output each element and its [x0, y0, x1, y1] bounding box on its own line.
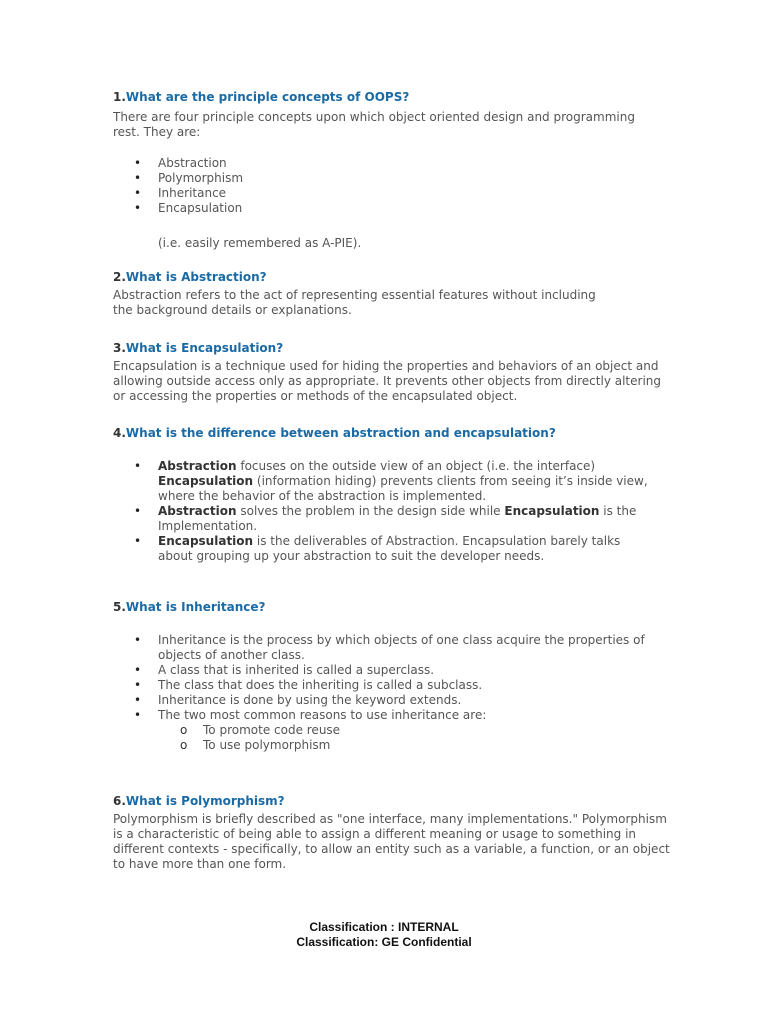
question-1-heading — [113, 90, 409, 104]
question-5-sublist — [158, 723, 653, 753]
question-1-list — [113, 156, 653, 216]
question-3-body: Encapsulation is a technique used for hiding the properties and behaviors of an object and allowing outside access only as appropriate. It prevents other objects from directly altering or accessing the properties or methods of the encapsulated object. — [113, 359, 662, 403]
list-item: • Inheritance — [113, 186, 653, 201]
question-5-title: What is Inheritance? — [125, 600, 266, 614]
list-item: • Inheritance is done by using the keyword extends. — [113, 693, 653, 708]
question-1-title: What are the principle concepts of OOPS? — [125, 90, 410, 104]
question-4-number: 4. — [113, 426, 126, 440]
question-1-intro: There are four principle concepts upon which object oriented design and programming rest. They are: — [113, 110, 635, 139]
term-bold: Abstraction — [158, 459, 237, 473]
question-5-number: 5. — [113, 600, 126, 614]
question-5-heading — [113, 600, 265, 614]
classification-confidential: Classification: GE Confidential — [296, 935, 472, 949]
question-6-body: Polymorphism is briefly described as "one interface, many implementations." Polymorphism is a characteristic of being able to assign a different meaning or usage to something in different contexts - specifically, to allow an entity such as a variable, a function, or an object to have more than one form. — [113, 812, 670, 871]
list-item: • Abstraction — [113, 156, 653, 171]
list-item: • The class that does the inheriting is called a subclass. — [113, 678, 653, 693]
question-3-title: What is Encapsulation? — [125, 341, 284, 355]
sub-list-item: o To use polymorphism — [158, 738, 653, 753]
question-2-body: Abstraction refers to the act of representing essential features without including the background details or explanations. — [113, 288, 596, 317]
question-5-list — [113, 633, 653, 753]
question-2-heading — [113, 270, 267, 284]
list-item: • Encapsulation is the deliverables of Abstraction. Encapsulation barely talks about grouping up your abstraction to suit the developer needs. — [113, 534, 653, 564]
list-item: • Polymorphism — [113, 171, 653, 186]
question-2-title: What is Abstraction? — [125, 270, 267, 284]
question-4-heading — [113, 426, 556, 440]
question-2-number: 2. — [113, 270, 126, 284]
question-1-note: (i.e. easily remembered as A-PIE). — [158, 236, 362, 250]
question-3-number: 3. — [113, 341, 126, 355]
question-4-list — [113, 459, 653, 564]
term-bold: Encapsulation — [504, 504, 600, 518]
sub-list-item: o To promote code reuse — [158, 723, 653, 738]
classification-internal: Classification : INTERNAL — [309, 920, 459, 934]
question-4-title: What is the difference between abstraction and encapsulation? — [125, 426, 556, 440]
term-bold: Encapsulation — [158, 534, 254, 548]
list-item: • Encapsulation — [113, 201, 653, 216]
question-6-title: What is Polymorphism? — [125, 794, 285, 808]
question-3-heading — [113, 341, 283, 355]
term-bold: Encapsulation — [158, 474, 254, 488]
list-item: • Abstraction solves the problem in the design side while Encapsulation is the Implementation. — [113, 504, 653, 534]
term-bold: Abstraction — [158, 504, 237, 518]
question-6-number: 6. — [113, 794, 126, 808]
list-item: • A class that is inherited is called a superclass. — [113, 663, 653, 678]
list-item: • Inheritance is the process by which objects of one class acquire the properties of objects of another class. — [113, 633, 653, 663]
question-1-number: 1. — [113, 90, 126, 104]
list-item: • Abstraction focuses on the outside view of an object (i.e. the interface) Encapsulation (information hiding) prevents clients from seeing it’s inside view, where the behavior of the abstraction is implemented. — [113, 459, 653, 504]
question-6-heading — [113, 794, 285, 808]
list-item: • The two most common reasons to use inheritance are: o To promote code reuse o To use polymorphism — [113, 708, 653, 753]
